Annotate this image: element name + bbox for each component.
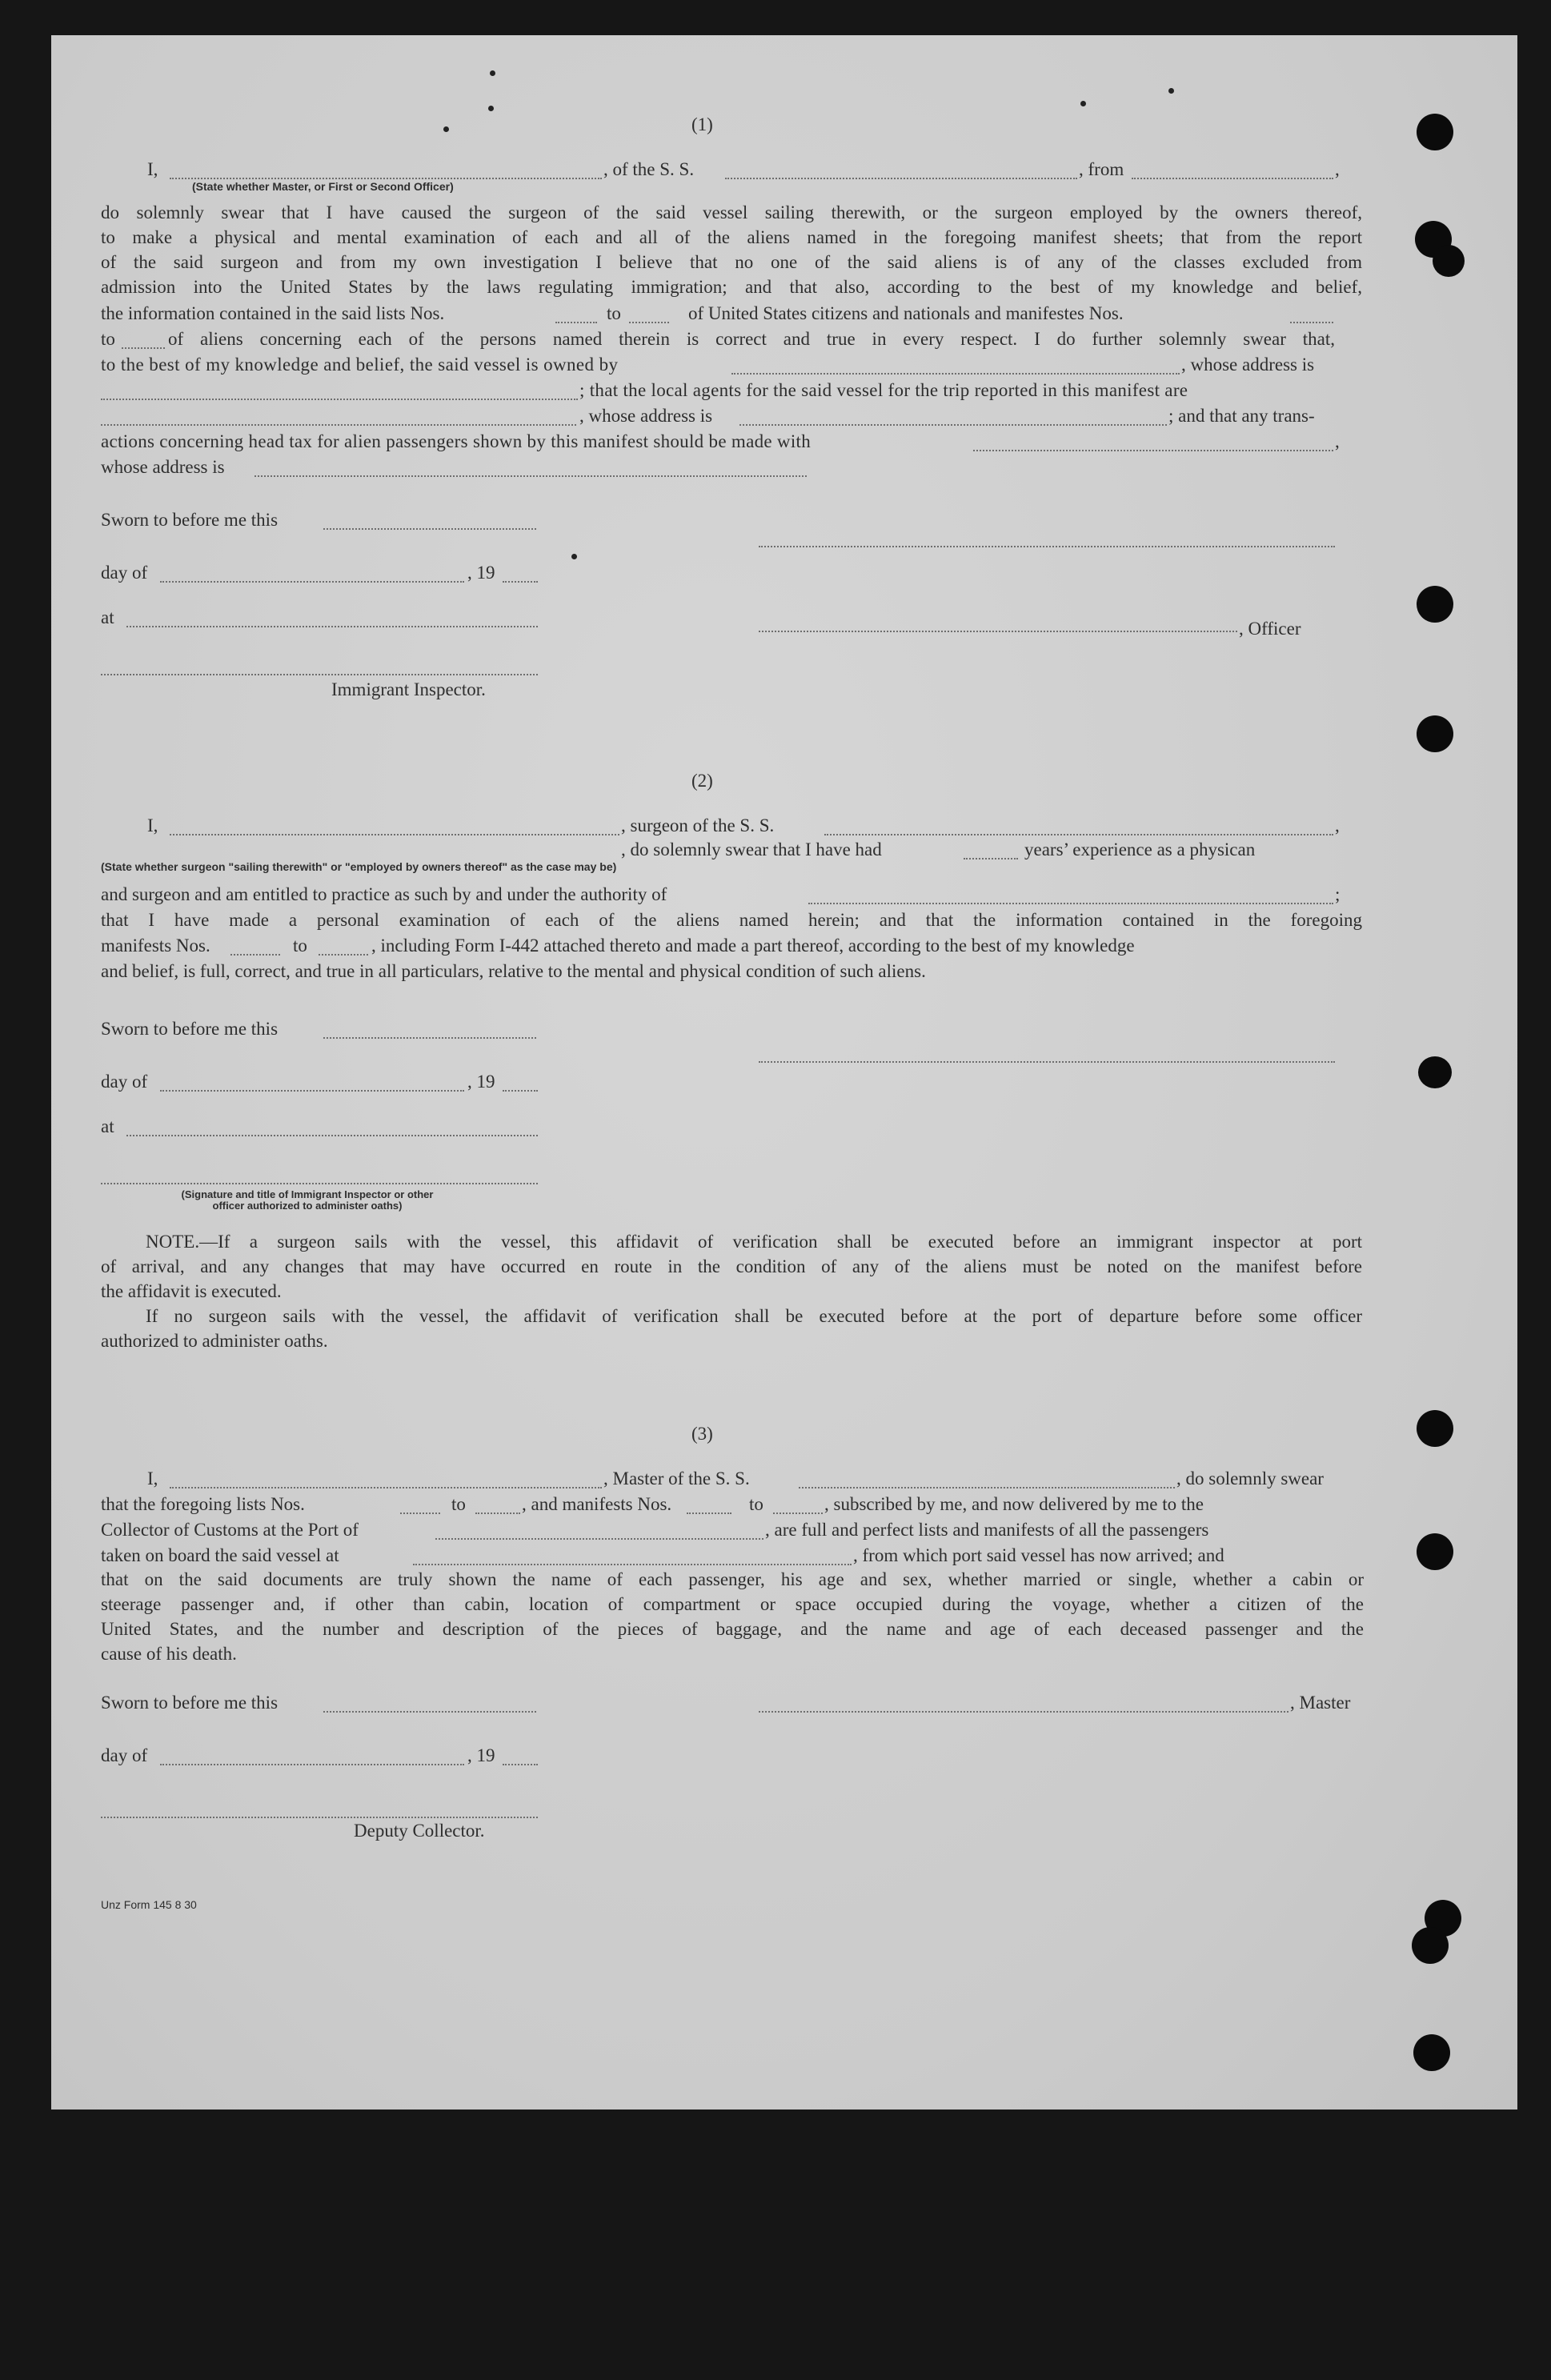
- s1-manifests-to-field[interactable]: [122, 347, 165, 349]
- s2-signature-caption-line: (Signature and title of Immigrant Inspector or other: [181, 1188, 434, 1200]
- s1-whose-label: whose address is: [101, 457, 225, 477]
- s2-authority-field[interactable]: [808, 903, 1333, 904]
- s3-full-lists-label: , are full and perfect lists and manifests of all the passengers: [765, 1520, 1209, 1540]
- s3-arrived-label: , from which port said vessel has now arrived; and: [853, 1545, 1224, 1565]
- s2-manifests-to-field[interactable]: [319, 954, 368, 956]
- s2-year-field[interactable]: [503, 1090, 538, 1092]
- s2-note-line: the affidavit is executed.: [101, 1281, 282, 1301]
- s2-day-of-label: day of: [101, 1072, 148, 1092]
- s1-officer-label: , Officer: [1239, 619, 1301, 639]
- s3-master-name-field[interactable]: [170, 1487, 602, 1489]
- s1-para-line: of the said surgeon and from my own investigation I believe that no one of the said aliens is of any of the classes excluded from: [101, 252, 1362, 272]
- s2-sworn-date-field[interactable]: [323, 1037, 536, 1039]
- s2-surgeon-label: , surgeon of the S. S.: [621, 815, 775, 835]
- s1-lists-to-field[interactable]: [629, 322, 669, 323]
- s3-manifests-from-field[interactable]: [687, 1513, 731, 1514]
- s1-of-ss-label: , of the S. S.: [603, 159, 695, 179]
- s2-authority-label: and surgeon and am entitled to practice as such by and under the authority of: [101, 884, 667, 904]
- s2-surgeon-signature-field[interactable]: [759, 1061, 1335, 1063]
- s1-lists-label: the information contained in the said lists Nos.: [101, 303, 445, 323]
- s1-master-signature-field[interactable]: [759, 546, 1335, 547]
- s1-at-field[interactable]: [126, 626, 538, 627]
- s1-line1-end: ,: [1335, 159, 1340, 179]
- s2-surgeon-caption: (State whether surgeon "sailing therewith" or "employed by owners thereof" as the case may be): [101, 860, 617, 873]
- s1-sworn-label: Sworn to before me this: [101, 510, 279, 530]
- speck: [488, 106, 494, 111]
- s1-inspector-signature-field[interactable]: [101, 674, 538, 675]
- punch-hole: [1417, 1410, 1453, 1447]
- punch-hole: [1417, 114, 1453, 150]
- s3-subscribed-label: , subscribed by me, and now delivered by me to the: [824, 1494, 1204, 1514]
- s3-declaration-paragraph: [101, 1567, 1364, 1666]
- s3-deputy-label: Deputy Collector.: [354, 1821, 485, 1841]
- s3-para-line: steerage passenger and, if other than cabin, location of compartment or space occupied during the voyage, whether a citizen of the: [101, 1594, 1364, 1614]
- s1-agents-address-label: , whose address is: [579, 406, 713, 426]
- speck: [443, 126, 449, 132]
- s2-note-line: authorized to administer oaths.: [101, 1331, 328, 1351]
- s2-note-paragraph: [101, 1229, 1362, 1353]
- speck: [571, 554, 577, 559]
- punch-hole: [1417, 1533, 1453, 1570]
- s2-years-field[interactable]: [964, 858, 1018, 859]
- s2-vessel-name-field[interactable]: [824, 834, 1333, 835]
- s2-note-line: NOTE.—If a surgeon sails with the vessel, this affidavit of verification shall be executed before an immigrant inspector at port: [146, 1232, 1362, 1252]
- s2-form-label: , including Form I-442 attached thereto and made a part thereof, according to the best of my knowledge: [371, 936, 1135, 956]
- s3-year-field[interactable]: [503, 1764, 538, 1765]
- s1-owner-field[interactable]: [731, 373, 1180, 375]
- s3-manifests-to-label: to: [749, 1494, 763, 1514]
- s1-agents-address-field[interactable]: [739, 424, 1167, 426]
- s2-at-field[interactable]: [126, 1135, 538, 1136]
- s1-officer-signature-field[interactable]: [759, 631, 1237, 632]
- s1-head-tax-label: actions concerning head tax for alien passengers shown by this manifest should be made with: [101, 431, 812, 451]
- s2-signature-caption: [123, 1189, 491, 1212]
- s1-inspector-label: Immigrant Inspector.: [331, 679, 486, 699]
- s1-year-label: , 19: [467, 563, 495, 583]
- s3-para-line: that on the said documents are truly shown the name of each passenger, his age and sex, whether married or single, whether a cabin or: [101, 1569, 1364, 1589]
- s3-sworn-label: Sworn to before me this: [101, 1693, 279, 1713]
- s1-owner-address-field[interactable]: [101, 399, 578, 400]
- s1-transactions-label: ; and that any trans-: [1168, 406, 1315, 426]
- speck: [1168, 88, 1174, 94]
- s1-owned-label: to the best of my knowledge and belief, the said vessel is owned by: [101, 355, 619, 375]
- s3-embark-port-field[interactable]: [413, 1564, 852, 1565]
- s3-i-label: I,: [147, 1468, 158, 1489]
- s3-master-title: , Master: [1290, 1693, 1351, 1713]
- s1-manifests-from-field[interactable]: [1290, 322, 1333, 323]
- punch-hole: [1413, 2034, 1450, 2071]
- s2-i-label: I,: [147, 815, 158, 835]
- s3-day-of-label: day of: [101, 1745, 148, 1765]
- s3-taken-label: taken on board the said vessel at: [101, 1545, 339, 1565]
- speck: [490, 70, 495, 76]
- s1-para-line: do solemnly swear that I have caused the surgeon of the said vessel sailing therewith, or the surgeon employed by the owners thereof,: [101, 202, 1362, 222]
- s2-manifests-label: manifests Nos.: [101, 936, 210, 956]
- section-3-number: (3): [691, 1424, 713, 1444]
- s1-vessel-name-field[interactable]: [725, 178, 1077, 179]
- s1-day-of-label: day of: [101, 563, 148, 583]
- s1-aliens-correct-label: of aliens concerning each of the persons named therein is correct and true in every respect. I do further solemnly swear that,: [168, 329, 1335, 349]
- s1-para-line: admission into the United States by the laws regulating immigration; and that also, according to the best of my knowledge and belief,: [101, 277, 1362, 297]
- s2-authority-end: ;: [1335, 884, 1341, 904]
- s3-master-label: , Master of the S. S.: [603, 1468, 750, 1489]
- s3-vessel-name-field[interactable]: [799, 1487, 1175, 1489]
- s3-year-label: , 19: [467, 1745, 495, 1765]
- s3-day-of-field[interactable]: [160, 1764, 464, 1765]
- s2-signature-caption-line: officer authorized to administer oaths): [212, 1200, 403, 1212]
- s2-belief-label: and belief, is full, correct, and true in all particulars, relative to the mental and physical condition of such aliens.: [101, 961, 926, 981]
- s3-port-label: Collector of Customs at the Port of: [101, 1520, 359, 1540]
- s1-head-tax-address-field[interactable]: [254, 475, 807, 477]
- s3-master-signature-field[interactable]: [759, 1711, 1288, 1713]
- speck: [1080, 101, 1086, 106]
- s3-lists-from-field[interactable]: [400, 1513, 440, 1514]
- s2-line1-end: ,: [1335, 815, 1340, 835]
- s1-agents-label: ; that the local agents for the said vessel for the trip reported in this manifest are: [579, 380, 1188, 400]
- s1-from-port-field[interactable]: [1132, 178, 1333, 179]
- s2-manifests-from-field[interactable]: [230, 954, 280, 956]
- s3-lists-to-field[interactable]: [475, 1513, 520, 1514]
- s2-examination-label: that I have made a personal examination of each of the aliens named herein; and that the information contained in the foregoing: [101, 910, 1362, 930]
- s3-deputy-signature-field[interactable]: [101, 1817, 538, 1818]
- s3-port-field[interactable]: [435, 1538, 763, 1540]
- s1-from-label: , from: [1079, 159, 1124, 179]
- punch-hole: [1417, 586, 1453, 623]
- s3-sworn-date-field[interactable]: [323, 1711, 536, 1713]
- s1-year-field[interactable]: [503, 581, 538, 583]
- s2-day-of-field[interactable]: [160, 1090, 464, 1092]
- section-1-number: (1): [691, 114, 713, 134]
- s2-swear-label: , do solemnly swear that I have had: [621, 839, 882, 859]
- s3-lists-to-label: to: [451, 1494, 466, 1514]
- s1-owner-address-label: , whose address is: [1181, 355, 1315, 375]
- s2-note-line: of arrival, and any changes that may have occurred en route in the condition of any of the aliens must be noted on the manifest before: [101, 1256, 1362, 1276]
- s1-declaration-paragraph: [101, 200, 1362, 299]
- s2-physician-label: years’ experience as a physican: [1024, 839, 1256, 859]
- manifest-form-page: [51, 35, 1517, 2110]
- s3-swear-label: , do solemnly swear: [1176, 1468, 1324, 1489]
- s2-at-label: at: [101, 1116, 114, 1136]
- s3-para-line: United States, and the number and description of the pieces of baggage, and the name and age of each deceased passenger and the: [101, 1619, 1364, 1639]
- s2-inspector-signature-field[interactable]: [101, 1183, 538, 1184]
- s1-to2-label: to: [101, 329, 115, 349]
- s1-head-tax-end: ,: [1335, 431, 1340, 451]
- s2-manifests-to-label: to: [293, 936, 307, 956]
- section-2-number: (2): [691, 771, 713, 791]
- s1-para-line: to make a physical and mental examination of each and all of the aliens named in the foregoing manifest sheets; that from the report: [101, 227, 1362, 247]
- s3-manifests-to-field[interactable]: [773, 1513, 823, 1514]
- s3-lists-label: that the foregoing lists Nos.: [101, 1494, 305, 1514]
- s2-note-line: If no surgeon sails with the vessel, the affidavit of verification shall be executed before at the port of departure before some officer: [146, 1306, 1362, 1326]
- s2-year-label: , 19: [467, 1072, 495, 1092]
- s1-day-of-field[interactable]: [160, 581, 464, 583]
- punch-hole: [1417, 715, 1453, 752]
- s1-i-label: I,: [147, 159, 158, 179]
- s2-sworn-label: Sworn to before me this: [101, 1019, 279, 1039]
- s1-citizens-label: of United States citizens and nationals and manifestes Nos.: [688, 303, 1124, 323]
- s1-lists-from-field[interactable]: [555, 322, 597, 323]
- s1-officer-title-field[interactable]: [170, 178, 602, 179]
- s1-agents-field[interactable]: [101, 424, 576, 426]
- form-number: Unz Form 145 8 30: [101, 1898, 197, 1911]
- punch-hole: [1412, 1927, 1449, 1964]
- s1-lists-to-label: to: [607, 303, 621, 323]
- s1-head-tax-agent-field[interactable]: [973, 450, 1333, 451]
- s1-sworn-date-field[interactable]: [323, 528, 536, 530]
- punch-hole: [1418, 1056, 1452, 1088]
- s3-manifests-label: , and manifests Nos.: [522, 1494, 672, 1514]
- punch-hole: [1433, 245, 1465, 277]
- s1-at-label: at: [101, 607, 114, 627]
- s2-surgeon-type-field[interactable]: [170, 834, 619, 835]
- s1-officer-caption: (State whether Master, or First or Second Officer): [192, 180, 454, 193]
- s3-para-line: cause of his death.: [101, 1644, 237, 1664]
